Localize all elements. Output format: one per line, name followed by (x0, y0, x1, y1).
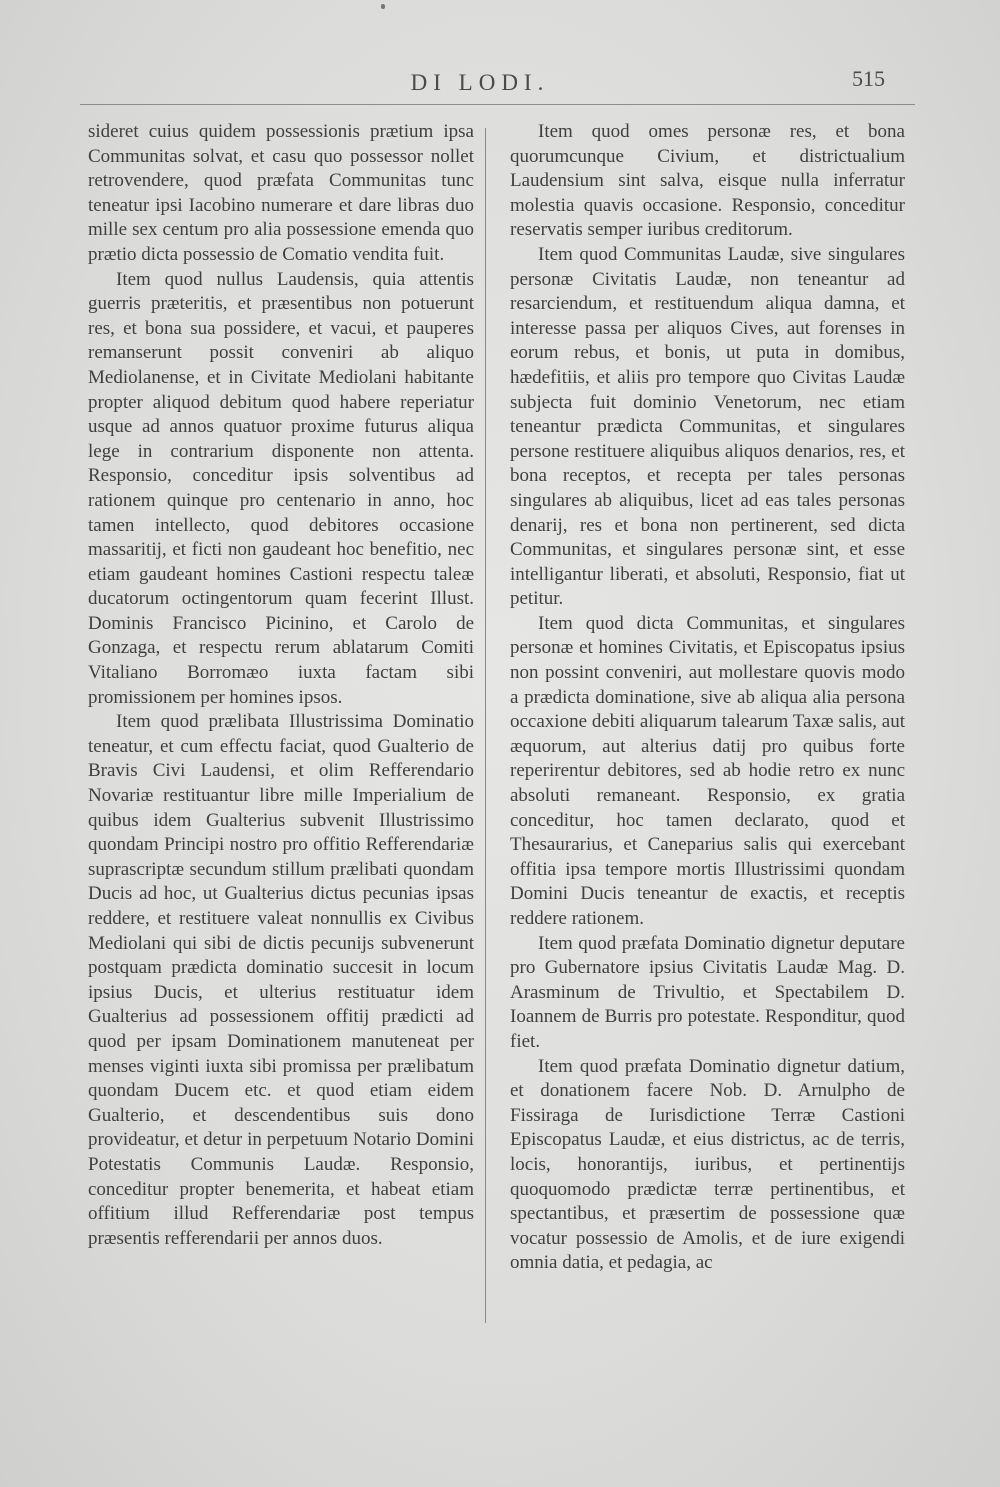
paragraph: sideret cuius quidem possessionis prætium ipsa Communitas solvat, et casu quo possessor nollet retrovendere, quod præfata Communitas tunc teneatur ipsi Iacobino numerare et dare libras duo mille sex centum pro alia possessione emenda quo prætio dicta possessio de Comatio vendita fuit. (88, 121, 474, 265)
right-column (510, 120, 905, 1276)
column-divider (485, 128, 486, 1323)
paragraph: Item quod præfata Dominatio dignetur datium, et donationem facere Nob. D. Arnulpho de Fissiraga de Iurisdictione Terræ Castioni Episcopatus Laudæ, et eius districtus, ac de terris, locis, honorantijs, iuribus, et pertinentijs quoquomodo prædictæ terræ pertinentibus, et spectantibus, et præsertim de possessione quæ vocatur possessio de Amolis, et de iure exigendi omnia datia, et pedagia, ac (510, 1055, 905, 1274)
running-header: DI LODI. (410, 70, 550, 95)
paragraph: Item quod prælibata Illustrissima Dominatio teneatur, et cum effectu faciat, quod Gualterio de Bravis Civi Laudensi, et olim Refferendario Novariæ restituantur libre mille Imperialium de quibus idem Gualterius subvenit Illustrissimo quondam Principi nostro pro offitio Refferendariæ suprascriptæ secundum stillum prælibati quondam Ducis ad hoc, ut Gualterius dictus pecunias ipsas reddere, et restituere valeat nonnullis ex Civibus Mediolani qui sibi de dictis pecunijs subvenerunt postquam prædicta dominatio succesit in locum ipsius Ducis, et ulterius restituatur idem Gualterius ad possessionem offitij prædicti ad quod per ipsam Dominationem manuteneat per menses viginti iuxta sibi promissa per prælibatum quondam Ducem etc. et quod etiam eidem Gualterio, et descendentibus suis dono provideatur, et detur in perpetuum Notario Domini Potestatis Communis Laudæ. Responsio, conceditur propter benemerita, et habeat etiam offitium illud Refferendariæ post tempus præsentis refferendarii per annos duos. (88, 711, 474, 1249)
paragraph: Item quod dicta Communitas, et singulares personæ et homines Civitatis, et Episcopatus ipsius non possint conveniri, aut mollestare quovis modo a prædicta dominatione, sive ab aliqua alia persona occaxione debiti aliquarum talearum Taxæ salis, aut æquorum, aut alterius datij pro quibus forte reperirentur debitores, sed ab hodie retro ex nunc absoluti remaneant. Responsio, ex gratia conceditur, hoc tamen declarato, quod et Thesaurarius, et Caneparius salis qui exercebant offitia ipsa tempore mortis Illustrissimi quondam Domini Ducis teneantur de exactis, et receptis reddere rationem. (510, 612, 905, 929)
ink-speck (381, 4, 385, 9)
paragraph: Item quod omes personæ res, et bona quorumcunque Civium, et districtualium Laudensium sint salva, eisque nulla inferratur molestia quavis occasione. Responsio, conceditur reservatis semper iuribus creditorum. (510, 121, 905, 241)
page-number: 515 (852, 66, 885, 91)
paragraph: Item quod Communitas Laudæ, sive singulares personæ Civitatis Laudæ, non teneantur ad resarciendum, et restituendum aliqua damna, et interesse passa per aliquos Cives, aut forenses in eorum rebus, et bonis, ut puta in domibus, hædefitiis, et aliis pro tempore quo Civitas Laudæ subjecta fuit dominio Venetorum, nec etiam teneantur prædicta Communitas, et singulares persone restituere aliquibus aliquos denarios, res, et bona receptos, et recepta per tales personas singulares ab aliquibus, licet ad eas tales personas denarij, res et bona non pertinerent, sed dicta Communitas, et singulares personæ sint, et esse intelligantur liberati, et absoluti, Responsio, fiat ut petitur. (510, 243, 905, 610)
left-column (88, 120, 474, 1251)
header-rule (80, 104, 915, 105)
paragraph: Item quod nullus Laudensis, quia attentis guerris præteritis, et præsentibus non potuerunt res, et bona sua possidere, et vacui, et pauperes remanserunt possit conveniri ab aliquo Mediolanense, et in Civitate Mediolani habitante propter aliquod debitum quod habere reperiatur usque ad annos quatuor proxime futurus aliqua lege in contrarium disponente non attenta. Responsio, conceditur ipsis solventibus ad rationem quinque pro centenario in anno, hoc tamen intellecto, quod debitores occasione massaritij, et ficti non gaudeant hoc benefitio, nec etiam gaudeant homines Castioni respectu taleæ ducatorum octingentorum quam fecerint Illust. Dominis Francisco Picinino, et Carolo de Gonzaga, et respectu rerum ablatarum Comiti Vitaliano Borromæo iuxta factam sibi promissionem per homines ipsos. (88, 268, 474, 708)
paragraph: Item quod præfata Dominatio dignetur deputare pro Gubernatore ipsius Civitatis Laudæ Mag. D. Arasminum de Trivultio, et Spectabilem D. Ioannem de Burris pro potestate. Responditur, quod fiet. (510, 932, 905, 1052)
